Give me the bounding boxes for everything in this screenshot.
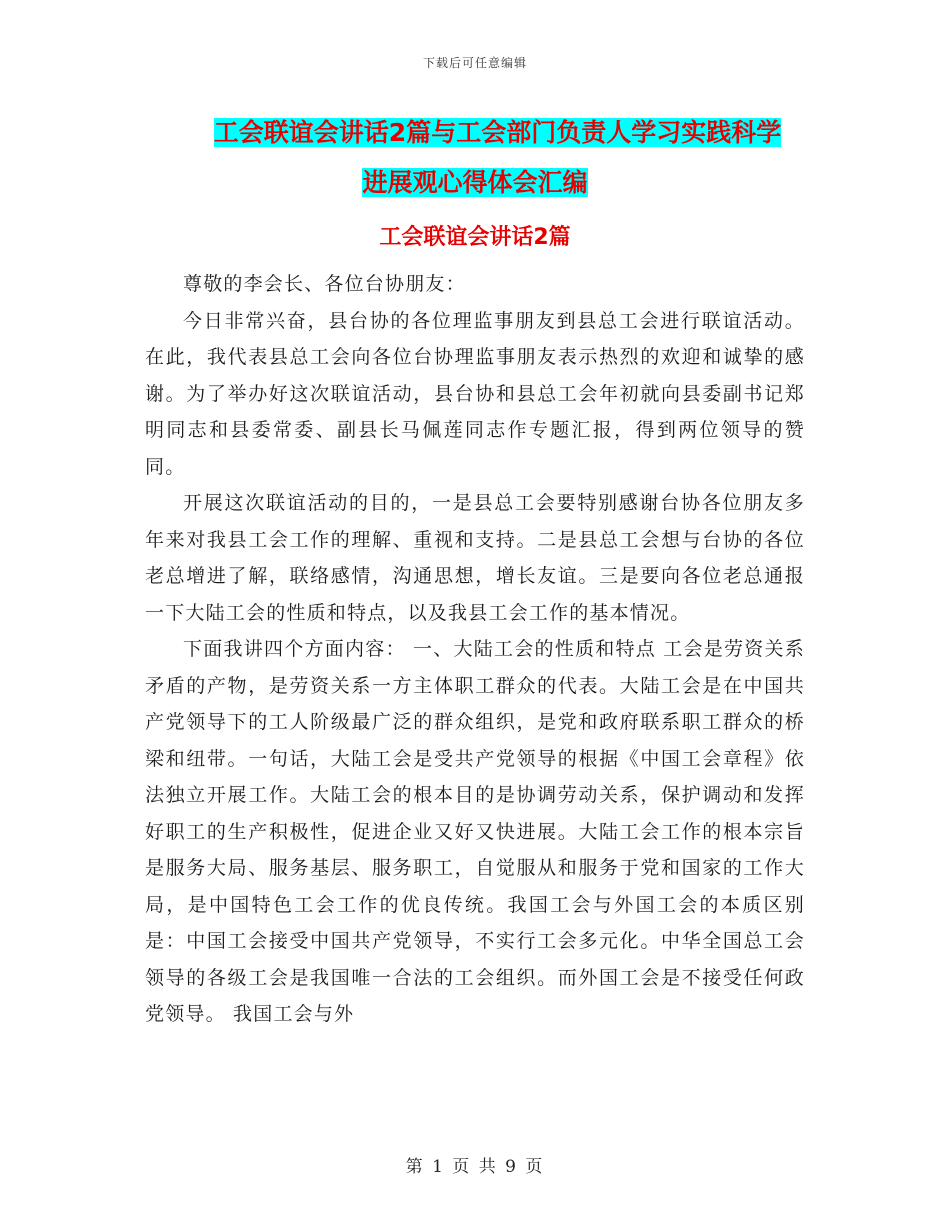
paragraph: 开展这次联谊活动的目的，一是县总工会要特别感谢台协各位朋友多年来对我县工会工作的理解、重视和支持。二是县总工会想与台协的各位老总增进了解，联络感情，沟通思想，增长友谊。三是要向各位老总通报一下大陆工会的性质和特点，以及我县工会工作的基本情况。 [145, 492, 805, 624]
header-note: 下载后可任意编辑 [422, 56, 527, 70]
title-line-1 [0, 108, 950, 158]
paragraph: 今日非常兴奋，县台协的各位理监事朋友到县总工会进行联谊活动。在此，我代表县总工会向各位台协理监事朋友表示热烈的欢迎和诚挚的感谢。为了举办好这次联谊活动，县台协和县总工会年初就向县委副书记郑明同志和县委常委、副县长马佩莲同志作专题汇报，得到两位领导的赞同。 [145, 309, 805, 478]
page-footer: 第 1 页 共 9 页 [405, 1157, 545, 1177]
paragraph-salutation: 尊敬的李会长、各位台协朋友： [183, 273, 466, 295]
title-highlight: 进展观心得体会汇编 [362, 168, 588, 197]
title-line-2 [0, 158, 950, 208]
title-highlight: 工会联谊会讲话2篇与工会部门负责人学习实践科学 [213, 118, 782, 147]
document-title [0, 108, 950, 208]
section-title: 工会联谊会讲话2篇 [379, 225, 571, 250]
body-text [145, 266, 805, 1033]
paragraph: 下面我讲四个方面内容： 一、大陆工会的性质和特点 工会是劳资关系矛盾的产物，是劳资关系一方主体职工群众的代表。大陆工会是在中国共产党领导下的工人阶级最广泛的群众组织，是党和政府联系职工群众的桥梁和纽带。一句话，大陆工会是受共产党领导的根据《中国工会章程》依法独立开展工作。大陆工会的根本目的是协调劳动关系，保护调动和发挥好职工的生产积极性，促进企业又好又快进展。大陆工会工作的根本宗旨是服务大局、服务基层、服务职工，自觉服从和服务于党和国家的工作大局，是中国特色工会工作的优良传统。我国工会与外国工会的本质区别是：中国工会接受中国共产党领导，不实行工会多元化。中华全国总工会领导的各级工会是我国唯一合法的工会组织。而外国工会是不接受任何政党领导。 我国工会与外 [145, 638, 805, 1025]
